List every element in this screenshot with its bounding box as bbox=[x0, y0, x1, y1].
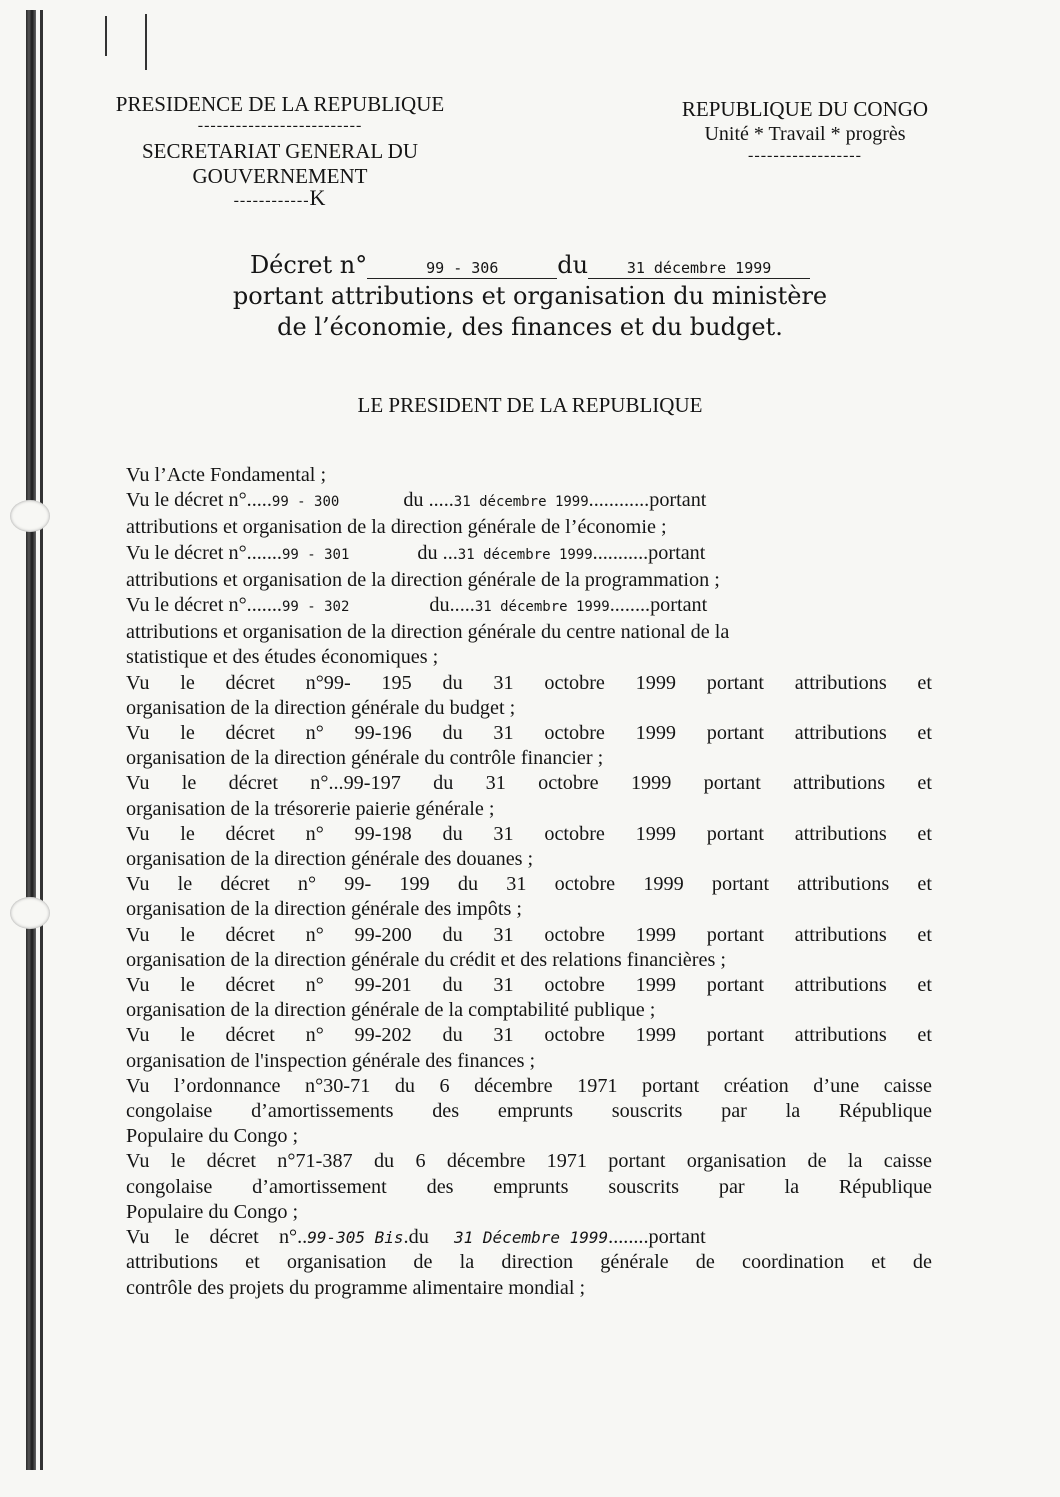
visa-line: Vu le décret n°.....99 - 300 du .....31 décembre 1999............portant bbox=[126, 489, 707, 512]
header-left bbox=[80, 92, 480, 210]
decree-title bbox=[150, 250, 910, 343]
filled-date: 31 Décembre 1999 bbox=[454, 1228, 609, 1248]
republique-label: REPUBLIQUE DU CONGO bbox=[681, 97, 929, 121]
visa-line: Vu le décret n° 99-198 du 31 octobre 1999 portant attributions et bbox=[126, 822, 932, 845]
filled-number: 99 - 300 bbox=[271, 494, 340, 511]
visa-line: Vu le décret n°..99-305 Bis.du 31 Décembre 1999........portant bbox=[126, 1226, 706, 1249]
decree-date: 31 décembre 1999 bbox=[588, 258, 810, 279]
filled-number: 99 - 301 bbox=[281, 546, 350, 563]
visa-line: attributions et organisation de la direction générale de coordination et de bbox=[126, 1251, 932, 1274]
header-left-rule: -------------------------- bbox=[197, 117, 363, 134]
filled-date: 31 décembre 1999 bbox=[474, 599, 610, 616]
visas-block bbox=[126, 463, 932, 1301]
binding-strip bbox=[26, 10, 36, 1470]
visa-line: Vu le décret n° 99-201 du 31 octobre 1999 portant attributions et bbox=[126, 974, 932, 997]
visa-line: attributions et organisation de la direction générale du centre national de la bbox=[126, 621, 730, 644]
header-right bbox=[662, 97, 948, 165]
visa-line: Vu le décret n° 99-196 du 31 octobre 1999 portant attributions et bbox=[126, 722, 932, 745]
visa-line: Vu le décret n°99- 195 du 31 octobre 1999 portant attributions et bbox=[126, 671, 932, 694]
visa-line: Vu l’Acte Fondamental ; bbox=[126, 464, 327, 486]
visa-line: organisation de l'inspection générale des finances ; bbox=[126, 1049, 536, 1072]
visa-line: attributions et organisation de la direction générale de la programmation ; bbox=[126, 568, 720, 591]
margin-marks bbox=[95, 14, 165, 74]
visa-line: organisation de la direction générale du contrôle financier ; bbox=[126, 747, 604, 770]
filled-number: 99-305 Bis bbox=[307, 1228, 404, 1248]
visa-line: Vu le décret n° 99- 199 du 31 octobre 1999 portant attributions et bbox=[126, 873, 932, 896]
binding-edge bbox=[40, 10, 43, 1470]
visa-line: organisation de la direction générale du crédit et des relations financières ; bbox=[126, 948, 726, 971]
visa-line: organisation de la direction générale des impôts ; bbox=[126, 898, 522, 921]
visa-line: organisation de la direction générale de la comptabilité publique ; bbox=[126, 999, 656, 1022]
visa-line: congolaise d’amortissement des emprunts souscrits par la République bbox=[126, 1175, 932, 1198]
visa-line: statistique et des études économiques ; bbox=[126, 646, 439, 669]
decree-number-line: Décret n° 99 - 306 du 31 décembre 1999 bbox=[150, 250, 910, 281]
decree-subject-line-2: de l’économie, des finances et du budget. bbox=[277, 313, 783, 341]
visa-line: Vu le décret n° 99-200 du 31 octobre 1999 portant attributions et bbox=[126, 923, 932, 946]
visa-line: Vu le décret n°.......99 - 302 du.....31 décembre 1999........portant bbox=[126, 594, 708, 617]
decree-subject-line-1: portant attributions et organisation du ministère bbox=[232, 282, 828, 310]
filled-date: 31 décembre 1999 bbox=[457, 546, 593, 563]
president-heading: LE PRESIDENT DE LA REPUBLIQUE bbox=[357, 393, 703, 417]
visa-line: contrôle des projets du programme alimentaire mondial ; bbox=[126, 1276, 586, 1299]
secretariat-label: SECRETARIAT GENERAL DU bbox=[142, 139, 418, 163]
visa-line: Populaire du Congo ; bbox=[126, 1125, 299, 1148]
punch-hole bbox=[10, 500, 50, 532]
visa-line: attributions et organisation de la direction générale de l’économie ; bbox=[126, 516, 667, 539]
visa-line: Populaire du Congo ; bbox=[126, 1200, 299, 1223]
visa-line: congolaise d’amortissements des emprunts souscrits par la République bbox=[126, 1100, 932, 1123]
visa-line: organisation de la direction générale du budget ; bbox=[126, 696, 516, 719]
presidence-label: PRESIDENCE DE LA REPUBLIQUE bbox=[115, 92, 445, 116]
visa-line: Vu le décret n°.......99 - 301 du ...31 décembre 1999...........portant bbox=[126, 541, 706, 564]
filled-date: 31 décembre 1999 bbox=[453, 494, 589, 511]
decree-number: 99 - 306 bbox=[367, 258, 557, 279]
filled-number: 99 - 302 bbox=[281, 599, 350, 616]
gouvernement-label: GOUVERNEMENT bbox=[192, 164, 368, 188]
visa-line: Vu le décret n° 99-202 du 31 octobre 1999 portant attributions et bbox=[126, 1024, 932, 1047]
punch-hole bbox=[10, 897, 50, 929]
header-left-rule-2: ------------K bbox=[233, 185, 327, 210]
visa-line: Vu le décret n°71-387 du 6 décembre 1971 portant organisation de la caisse bbox=[126, 1150, 932, 1173]
visa-line: Vu le décret n°...99-197 du 31 octobre 1999 portant attributions et bbox=[126, 772, 932, 795]
national-motto: Unité * Travail * progrès bbox=[704, 123, 906, 145]
visa-line: Vu l’ordonnance n°30-71 du 6 décembre 1971 portant création d’une caisse bbox=[126, 1074, 932, 1097]
visa-line: organisation de la trésorerie paierie générale ; bbox=[126, 797, 495, 820]
visa-line: organisation de la direction générale des douanes ; bbox=[126, 848, 534, 871]
header-right-rule: ------------------ bbox=[748, 147, 862, 164]
